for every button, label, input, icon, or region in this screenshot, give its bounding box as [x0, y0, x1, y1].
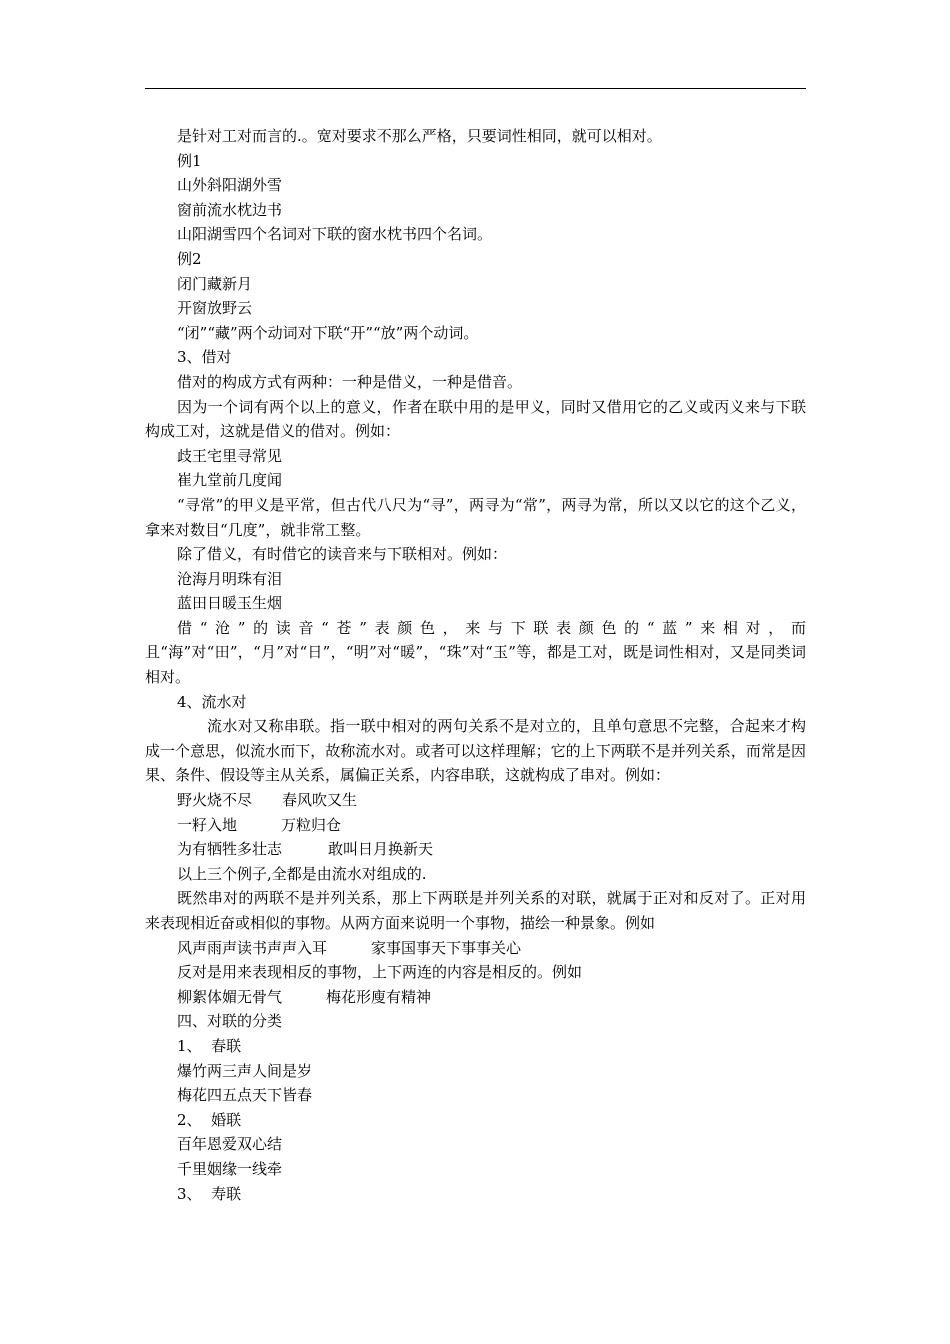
- text-line: 沧海月明珠有泪: [177, 569, 283, 588]
- couplet-lower: 万粒归仓: [281, 815, 342, 834]
- text-line: 百年恩爱双心结: [177, 1135, 283, 1154]
- text-line: 以上三个例子,全都是由流水对组成的.: [177, 864, 427, 883]
- paragraph: “寻常”的甲义是平常，但古代八尺为“寻”，两寻为“常”，两寻为常，所以又以它的这个乙义，拿来对数目“几度”，就非常工整。: [145, 495, 806, 539]
- couplet-lower: 春风吹又生: [282, 791, 358, 810]
- header-rule: [145, 88, 806, 89]
- couplet-upper: 一籽入地: [177, 815, 238, 834]
- section-heading: 3、 寿联: [177, 1184, 242, 1203]
- paragraph: 流水对又称串联。指一联中相对的两句关系不是对立的，且单句意思不完整，合起来才构成一个意思，似流水而下，故称流水对。或者可以这样理解；它的上下两联不是并列关系，而常是因果、条件、假设等主从关系，属偏正关系，内容串联，这就构成了串对。例如：: [145, 717, 806, 785]
- section-heading: 1、 春联: [177, 1036, 242, 1055]
- couplet-upper: 柳絮体媚无骨气: [177, 987, 283, 1006]
- text-line: 是针对工对而言的.。宽对要求不那么严格，只要词性相同，就可以相对。: [177, 127, 662, 145]
- paragraph: 因为一个词有两个以上的意义，作者在联中用的是甲义，同时又借用它的乙义或丙义来与下联构成工对，这就是借义的借对。例如：: [145, 397, 806, 441]
- text-line: 崔九堂前几度闻: [177, 471, 283, 490]
- text-line: 借对的构成方式有两种：一种是借义，一种是借音。: [177, 372, 523, 391]
- paragraph: 既然串对的两联不是并列关系，那上下两联是并列关系的对联，就属于正对和反对了。正对用来表现相近奋或相似的事物。从两方面来说明一个事物，描绘一种景象。例如: [145, 889, 806, 932]
- couplet-upper: 为有牺牲多壮志: [177, 840, 283, 859]
- couplet-pair: [145, 936, 806, 961]
- text-line: 反对是用来表现相反的事物，上下两连的内容是相反的。例如: [177, 963, 583, 982]
- couplet-lower: 家事国事天下事事关心: [371, 938, 522, 957]
- text-line: 山外斜阳湖外雪: [177, 176, 283, 195]
- text-line: 例2: [177, 249, 202, 268]
- text-line: 除了借义，有时借它的读音来与下联相对。例如：: [177, 545, 508, 564]
- couplet-pair: [145, 985, 806, 1010]
- text-line: “闭”“藏”两个动词对下联“开”“放”两个动词。: [177, 323, 479, 342]
- couplet-pair: [145, 788, 806, 813]
- couplet-upper: 野火烧不尽: [177, 791, 253, 810]
- text-line: 梅花四五点天下皆春: [177, 1086, 313, 1105]
- couplet-pair: [145, 837, 806, 862]
- document-body: [145, 124, 806, 1206]
- couplet-lower: 梅花形廋有精神: [326, 987, 432, 1006]
- text-line: 千里姻缘一线牵: [177, 1159, 283, 1178]
- text-line: 爆竹两三声人间是岁: [177, 1061, 313, 1080]
- couplet-pair: [145, 813, 806, 838]
- text-line: 闭门藏新月: [177, 274, 253, 293]
- text-line: 例1: [177, 151, 202, 170]
- couplet-lower: 敢叫日月换新天: [328, 840, 434, 859]
- section-heading: 3、借对: [177, 348, 232, 367]
- paragraph: 借“沧”的读音“苍”表颜色，来与下联表颜色的“蓝”来相对，而且“海”对“田”，“月”对“日”，“明”对“暖”，“珠”对“玉”等，都是工对，既是词性相对，又是同类词相对。: [145, 618, 806, 687]
- couplet-upper: 风声雨声读书声声入耳: [177, 938, 328, 957]
- section-heading: 四、对联的分类: [177, 1012, 283, 1031]
- section-heading: 2、 婚联: [177, 1110, 242, 1129]
- section-heading: 4、流水对: [177, 692, 247, 711]
- text-line: 蓝田日暖玉生烟: [177, 594, 283, 613]
- text-line: 山阳湖雪四个名词对下联的窗水枕书四个名词。: [177, 225, 493, 244]
- text-line: 歧王宅里寻常见: [177, 446, 283, 465]
- text-line: 开窗放野云: [177, 299, 253, 318]
- text-line: 窗前流水枕边书: [177, 200, 283, 219]
